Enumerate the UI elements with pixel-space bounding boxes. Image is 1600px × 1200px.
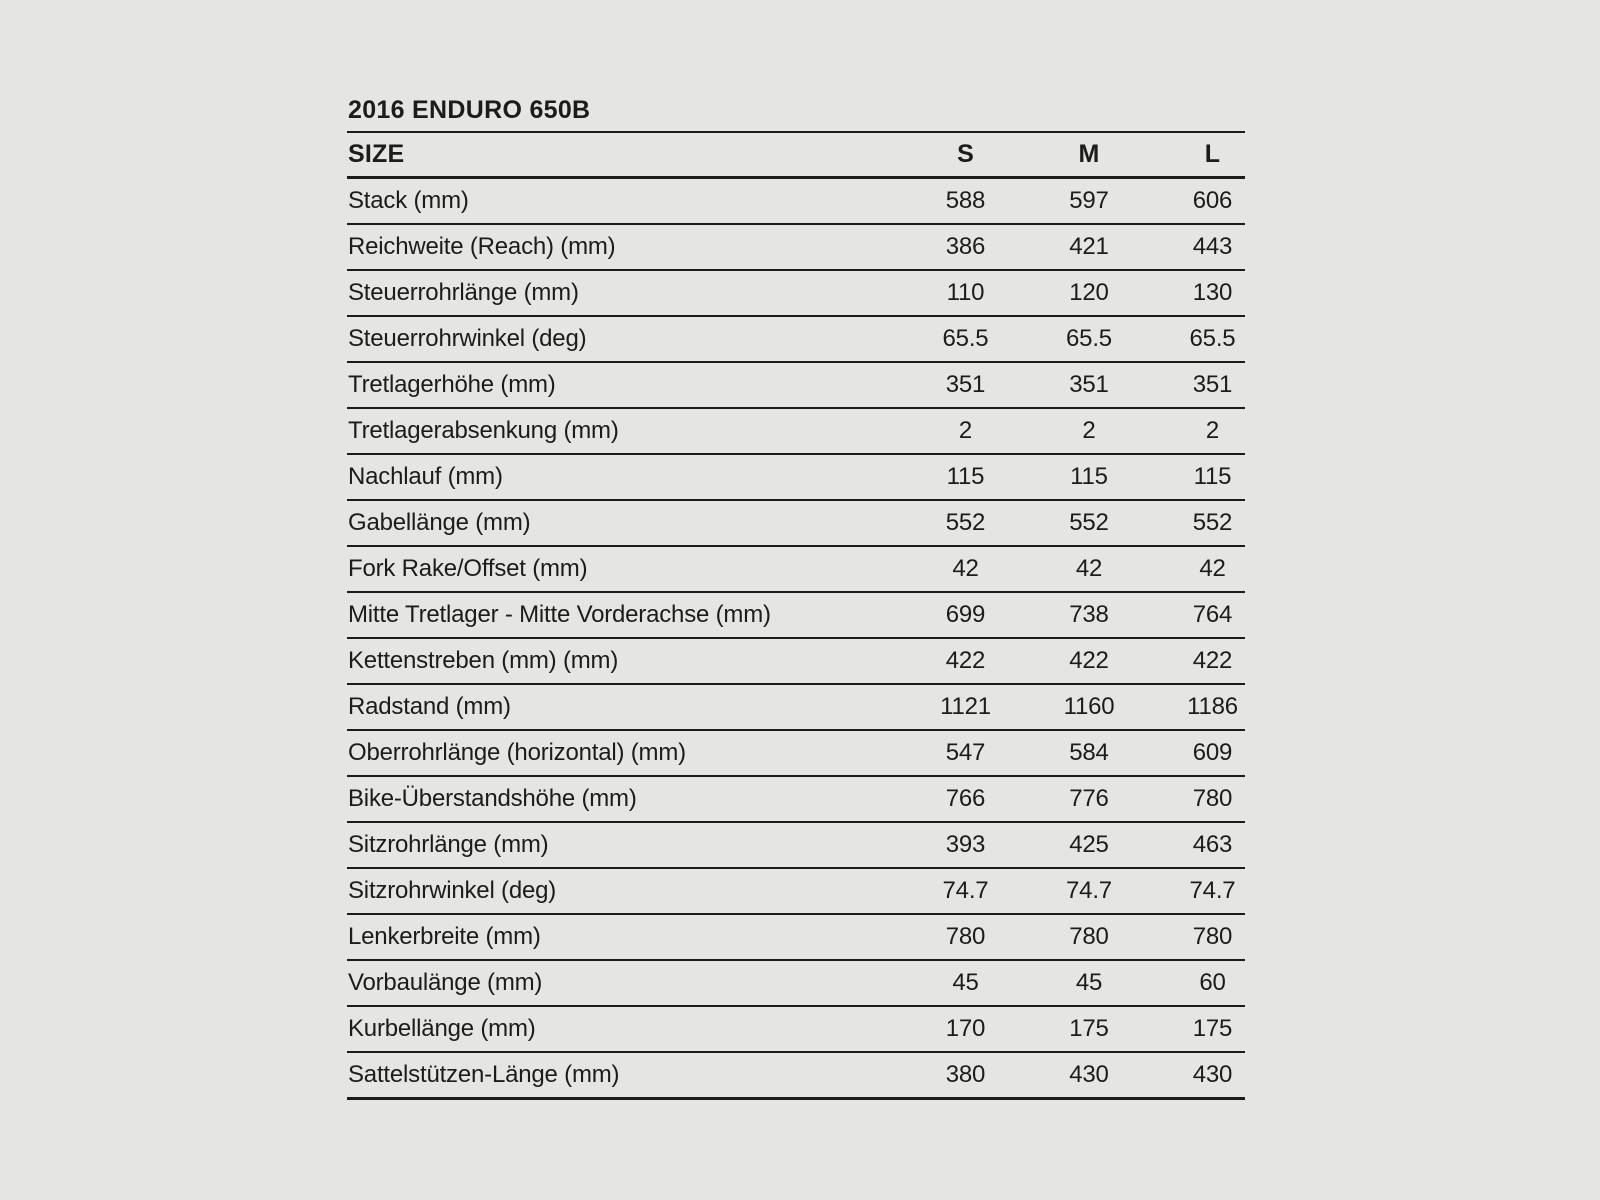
spec-value-s: 780 bbox=[945, 923, 986, 950]
spec-value-l: 74.7 bbox=[1189, 877, 1236, 904]
spec-label: Tretlagerhöhe (mm) bbox=[348, 371, 556, 398]
spec-value-s: 42 bbox=[952, 555, 979, 582]
spec-label: Kurbellänge (mm) bbox=[348, 1015, 536, 1042]
spec-value-m: 120 bbox=[1069, 279, 1109, 306]
spec-value-l: 42 bbox=[1199, 555, 1226, 582]
spec-label: Sitzrohrlänge (mm) bbox=[348, 831, 549, 858]
column-header-l: L bbox=[1204, 140, 1221, 168]
column-header-m: M bbox=[1078, 140, 1100, 168]
spec-label: Bike-Überstandshöhe (mm) bbox=[348, 785, 637, 812]
table-body bbox=[347, 179, 1245, 1100]
spec-label: Mitte Tretlager - Mitte Vorderachse (mm) bbox=[348, 601, 771, 628]
spec-value-m: 776 bbox=[1069, 785, 1109, 812]
spec-row bbox=[347, 685, 1245, 731]
spec-value-m: 422 bbox=[1069, 647, 1109, 674]
spec-label: Steuerrohrwinkel (deg) bbox=[348, 325, 587, 352]
spec-value-l: 60 bbox=[1199, 969, 1226, 996]
spec-value-s: 110 bbox=[946, 279, 985, 306]
spec-value-m: 597 bbox=[1069, 187, 1109, 214]
spec-label: Lenkerbreite (mm) bbox=[348, 923, 541, 950]
spec-value-s: 588 bbox=[945, 187, 986, 214]
spec-value-m: 584 bbox=[1069, 739, 1109, 766]
spec-value-s: 45 bbox=[952, 969, 979, 996]
spec-label: Tretlagerabsenkung (mm) bbox=[348, 417, 619, 444]
spec-label: Sattelstützen-Länge (mm) bbox=[348, 1061, 620, 1088]
spec-label: Nachlauf (mm) bbox=[348, 463, 503, 490]
spec-value-l: 2 bbox=[1205, 417, 1220, 444]
spec-row bbox=[347, 961, 1245, 1007]
spec-row bbox=[347, 869, 1245, 915]
spec-value-s: 547 bbox=[945, 739, 986, 766]
spec-value-s: 65.5 bbox=[942, 325, 989, 352]
spec-row bbox=[347, 823, 1245, 869]
table-header-row bbox=[347, 133, 1245, 179]
spec-row bbox=[347, 363, 1245, 409]
spec-value-m: 425 bbox=[1069, 831, 1109, 858]
spec-label: Radstand (mm) bbox=[348, 693, 511, 720]
column-header-size: SIZE bbox=[348, 140, 405, 168]
spec-value-m: 738 bbox=[1069, 601, 1109, 628]
spec-value-m: 115 bbox=[1070, 463, 1108, 490]
spec-row bbox=[347, 593, 1245, 639]
spec-row bbox=[347, 915, 1245, 961]
spec-label: Reichweite (Reach) (mm) bbox=[348, 233, 616, 260]
spec-value-s: 2 bbox=[958, 417, 973, 444]
spec-value-l: 764 bbox=[1192, 601, 1233, 628]
geometry-spec-table bbox=[347, 96, 1245, 1100]
spec-value-l: 780 bbox=[1192, 785, 1233, 812]
spec-value-s: 386 bbox=[945, 233, 986, 260]
spec-row bbox=[347, 777, 1245, 823]
spec-row bbox=[347, 455, 1245, 501]
spec-label: Sitzrohrwinkel (deg) bbox=[348, 877, 557, 904]
spec-label: Gabellänge (mm) bbox=[348, 509, 531, 536]
spec-row bbox=[347, 501, 1245, 547]
spec-value-s: 552 bbox=[945, 509, 986, 536]
spec-value-s: 766 bbox=[945, 785, 986, 812]
spec-value-s: 1121 bbox=[940, 693, 991, 720]
spec-value-m: 2 bbox=[1082, 417, 1096, 444]
spec-row bbox=[347, 271, 1245, 317]
spec-row bbox=[347, 179, 1245, 225]
spec-value-l: 130 bbox=[1192, 279, 1233, 306]
spec-label: Vorbaulänge (mm) bbox=[348, 969, 543, 996]
spec-value-l: 422 bbox=[1192, 647, 1233, 674]
spec-value-m: 430 bbox=[1069, 1061, 1109, 1088]
spec-row bbox=[347, 409, 1245, 455]
spec-value-l: 175 bbox=[1192, 1015, 1233, 1042]
spec-row bbox=[347, 317, 1245, 363]
spec-value-s: 74.7 bbox=[942, 877, 989, 904]
spec-value-s: 380 bbox=[945, 1061, 986, 1088]
spec-value-m: 45 bbox=[1075, 969, 1103, 996]
spec-row bbox=[347, 639, 1245, 685]
column-header-s: S bbox=[957, 140, 974, 168]
spec-value-l: 463 bbox=[1192, 831, 1233, 858]
table-title: 2016 ENDURO 650B bbox=[347, 96, 1245, 133]
spec-value-l: 443 bbox=[1192, 233, 1233, 260]
spec-row bbox=[347, 731, 1245, 777]
spec-value-l: 606 bbox=[1192, 187, 1233, 214]
spec-label: Oberrohrlänge (horizontal) (mm) bbox=[348, 739, 686, 766]
spec-value-m: 1160 bbox=[1063, 693, 1115, 720]
spec-value-m: 74.7 bbox=[1066, 877, 1112, 904]
spec-row bbox=[347, 225, 1245, 271]
spec-row bbox=[347, 547, 1245, 593]
spec-value-l: 780 bbox=[1192, 923, 1233, 950]
spec-value-s: 115 bbox=[946, 463, 985, 490]
spec-value-m: 42 bbox=[1075, 555, 1103, 582]
spec-value-s: 393 bbox=[945, 831, 986, 858]
spec-value-l: 609 bbox=[1192, 739, 1233, 766]
spec-value-l: 552 bbox=[1192, 509, 1233, 536]
spec-label: Fork Rake/Offset (mm) bbox=[348, 555, 588, 582]
spec-value-l: 1186 bbox=[1187, 693, 1238, 720]
spec-value-l: 65.5 bbox=[1189, 325, 1236, 352]
spec-value-s: 351 bbox=[945, 371, 986, 398]
spec-label: Stack (mm) bbox=[348, 187, 469, 214]
spec-value-s: 422 bbox=[945, 647, 986, 674]
spec-row bbox=[347, 1007, 1245, 1053]
spec-value-m: 421 bbox=[1069, 233, 1109, 260]
spec-value-m: 552 bbox=[1069, 509, 1109, 536]
spec-value-m: 780 bbox=[1069, 923, 1109, 950]
spec-value-s: 699 bbox=[945, 601, 986, 628]
spec-value-l: 430 bbox=[1192, 1061, 1233, 1088]
spec-value-s: 170 bbox=[945, 1015, 986, 1042]
spec-label: Kettenstreben (mm) (mm) bbox=[348, 647, 619, 674]
spec-value-m: 65.5 bbox=[1066, 325, 1112, 352]
spec-value-m: 351 bbox=[1069, 371, 1109, 398]
spec-value-m: 175 bbox=[1069, 1015, 1109, 1042]
spec-label: Steuerrohrlänge (mm) bbox=[348, 279, 579, 306]
spec-value-l: 115 bbox=[1193, 463, 1232, 490]
spec-value-l: 351 bbox=[1192, 371, 1233, 398]
spec-row bbox=[347, 1053, 1245, 1100]
